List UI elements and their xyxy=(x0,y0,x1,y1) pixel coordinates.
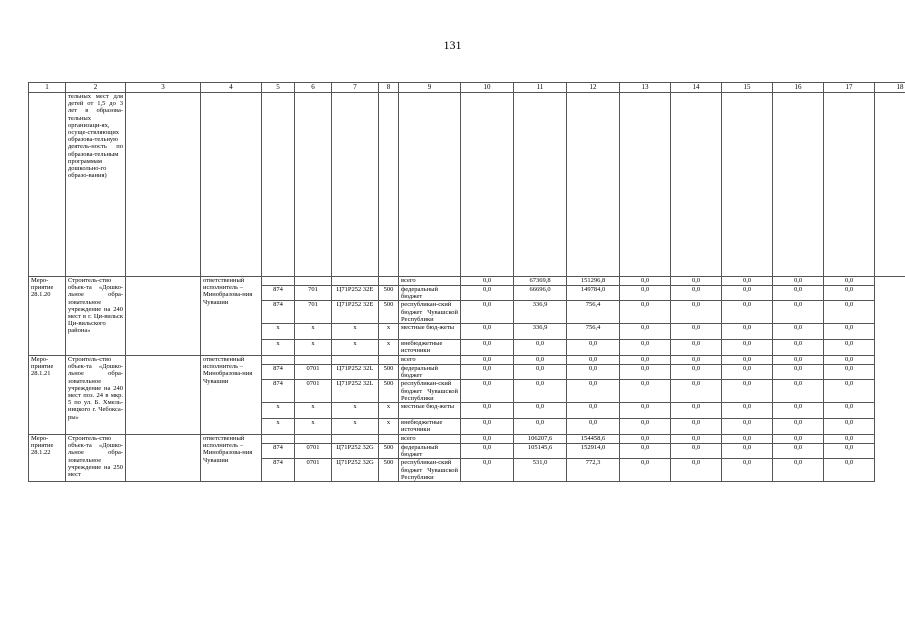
column-header: 12 xyxy=(567,83,620,93)
amount-value: 0,0 xyxy=(461,380,514,403)
section-code xyxy=(295,277,332,286)
funding-source: всего xyxy=(399,356,461,365)
amount-value: 0,0 xyxy=(567,356,620,365)
grbs-code xyxy=(262,435,295,444)
amount-value: 0,0 xyxy=(722,356,773,365)
amount-value: 0,0 xyxy=(722,340,773,356)
table-row xyxy=(29,356,905,365)
amount-value: 0,0 xyxy=(461,301,514,324)
target-article-code: Ц71Р252 32G xyxy=(332,459,379,482)
amount-value: 106207,6 xyxy=(514,435,567,444)
funding-source: республикан-ский бюджет Чувашской Республики xyxy=(399,301,461,324)
amount-value: 756,4 xyxy=(567,301,620,324)
amount-value: 0,0 xyxy=(567,365,620,380)
amount-value: 0,0 xyxy=(671,403,722,419)
amount-value: 756,4 xyxy=(567,324,620,340)
grbs-code: x xyxy=(262,403,295,419)
amount-value: 0,0 xyxy=(773,435,824,444)
expense-type-code: x xyxy=(379,340,399,356)
amount-value: 0,0 xyxy=(824,301,875,324)
amount-value: 0,0 xyxy=(461,419,514,435)
column-header: 11 xyxy=(514,83,567,93)
amount-value: 772,3 xyxy=(567,459,620,482)
grbs-code xyxy=(262,356,295,365)
grbs-code: x xyxy=(262,324,295,340)
amount-value: 0,0 xyxy=(722,419,773,435)
funding-source: всего xyxy=(399,277,461,286)
amount-value: 0,0 xyxy=(461,277,514,286)
target-article-code: x xyxy=(332,419,379,435)
amount-value: 0,0 xyxy=(671,356,722,365)
table-row xyxy=(29,277,905,286)
grbs-code: 874 xyxy=(262,459,295,482)
amount-value: 67369,8 xyxy=(514,277,567,286)
continuation-text: тельных мест для детей от 1,5 до 3 лет в образова-тельных организаци-ях, осуще-ствляющих образова-тельную деятель-ность по образова-тельным программам дошкольно-го образо-вания) xyxy=(66,93,126,277)
amount-value: 0,0 xyxy=(824,403,875,419)
funding-source: федеральный бюджет xyxy=(399,444,461,459)
expense-type-code: 500 xyxy=(379,365,399,380)
amount-value: 0,0 xyxy=(461,444,514,459)
target-article-code: Ц71Р252 32Е xyxy=(332,301,379,324)
funding-source: республикан-ский бюджет Чувашской Республики xyxy=(399,459,461,482)
measure-code: Меро-приятие 28.1.20 xyxy=(29,277,66,356)
amount-value: 0,0 xyxy=(620,403,671,419)
executor: ответственный исполнитель – Минобразова-ния Чувашии xyxy=(201,356,262,435)
funding-source: местные бюд-жеты xyxy=(399,403,461,419)
amount-value: 0,0 xyxy=(773,459,824,482)
amount-value: 0,0 xyxy=(620,435,671,444)
funding-source: всего xyxy=(399,435,461,444)
amount-value: 336,9 xyxy=(514,324,567,340)
expense-type-code xyxy=(379,277,399,286)
amount-value: 0,0 xyxy=(461,403,514,419)
amount-value: 0,0 xyxy=(824,286,875,301)
amount-value: 0,0 xyxy=(773,286,824,301)
target-article-code: x xyxy=(332,403,379,419)
amount-value: 0,0 xyxy=(722,286,773,301)
amount-value: 0,0 xyxy=(773,301,824,324)
amount-value: 0,0 xyxy=(722,277,773,286)
amount-value: 0,0 xyxy=(461,365,514,380)
amount-value: 152914,0 xyxy=(567,444,620,459)
section-code: x xyxy=(295,419,332,435)
expense-type-code: 500 xyxy=(379,301,399,324)
funding-source: федеральный бюджет xyxy=(399,365,461,380)
amount-value: 0,0 xyxy=(514,356,567,365)
table-row xyxy=(29,435,905,444)
column-header: 3 xyxy=(126,83,201,93)
amount-value: 0,0 xyxy=(514,419,567,435)
amount-value: 0,0 xyxy=(722,365,773,380)
column-header: 7 xyxy=(332,83,379,93)
amount-value: 0,0 xyxy=(671,301,722,324)
column-header: 14 xyxy=(671,83,722,93)
grbs-code: 874 xyxy=(262,286,295,301)
amount-value: 0,0 xyxy=(514,365,567,380)
expense-type-code: 500 xyxy=(379,286,399,301)
amount-value: 149784,0 xyxy=(567,286,620,301)
amount-value: 0,0 xyxy=(567,340,620,356)
column-header: 13 xyxy=(620,83,671,93)
expense-type-code: x xyxy=(379,324,399,340)
amount-value: 0,0 xyxy=(824,380,875,403)
grbs-code: x xyxy=(262,340,295,356)
column-header: 10 xyxy=(461,83,514,93)
amount-value: 0,0 xyxy=(620,365,671,380)
section-code: x xyxy=(295,340,332,356)
amount-value: 0,0 xyxy=(722,380,773,403)
amount-value: 0,0 xyxy=(671,380,722,403)
amount-value: 0,0 xyxy=(722,444,773,459)
funding-source: внебюджетные источники xyxy=(399,419,461,435)
amount-value: 0,0 xyxy=(567,419,620,435)
target-article-code: Ц71Р252 32L xyxy=(332,365,379,380)
amount-value: 0,0 xyxy=(620,340,671,356)
empty-cell xyxy=(126,356,201,435)
amount-value: 0,0 xyxy=(671,444,722,459)
target-article-code xyxy=(332,277,379,286)
section-code: x xyxy=(295,403,332,419)
amount-value: 0,0 xyxy=(567,380,620,403)
measure-name: Строитель-ство объек-та «Дошко-льное обра-зовательное учреждение на 250 мест xyxy=(66,435,126,482)
section-code xyxy=(295,356,332,365)
amount-value: 0,0 xyxy=(461,435,514,444)
amount-value: 0,0 xyxy=(671,419,722,435)
amount-value: 0,0 xyxy=(620,459,671,482)
amount-value: 0,0 xyxy=(773,365,824,380)
target-article-code: x xyxy=(332,340,379,356)
amount-value: 0,0 xyxy=(824,324,875,340)
target-article-code: Ц71Р252 32L xyxy=(332,380,379,403)
amount-value: 0,0 xyxy=(722,459,773,482)
grbs-code: 874 xyxy=(262,301,295,324)
target-article-code: Ц71Р252 32Е xyxy=(332,286,379,301)
amount-value: 0,0 xyxy=(671,340,722,356)
amount-value: 0,0 xyxy=(620,324,671,340)
amount-value: 336,9 xyxy=(514,301,567,324)
column-header: 17 xyxy=(824,83,875,93)
amount-value: 151296,8 xyxy=(567,277,620,286)
amount-value: 0,0 xyxy=(620,286,671,301)
expense-type-code: x xyxy=(379,419,399,435)
section-code: 0701 xyxy=(295,444,332,459)
column-header: 6 xyxy=(295,83,332,93)
funding-source: федеральный бюджет xyxy=(399,286,461,301)
amount-value: 0,0 xyxy=(824,419,875,435)
table-header-row xyxy=(29,83,905,93)
funding-source: местные бюд-жеты xyxy=(399,324,461,340)
amount-value: 0,0 xyxy=(461,356,514,365)
amount-value: 0,0 xyxy=(461,286,514,301)
target-article-code xyxy=(332,356,379,365)
measure-name: Строитель-ство объек-та «Дошко-льное обра-зовательное учреждение на 240 мест поз. 24 в мкр. 5 по ул. Б. Хмель-ницкого г. Чебокса-ры» xyxy=(66,356,126,435)
grbs-code: x xyxy=(262,419,295,435)
expense-type-code xyxy=(379,356,399,365)
expense-type-code: x xyxy=(379,403,399,419)
section-code: x xyxy=(295,324,332,340)
section-code xyxy=(295,435,332,444)
column-header: 16 xyxy=(773,83,824,93)
amount-value: 0,0 xyxy=(567,403,620,419)
grbs-code: 874 xyxy=(262,380,295,403)
amount-value: 0,0 xyxy=(620,444,671,459)
column-header: 5 xyxy=(262,83,295,93)
amount-value: 0,0 xyxy=(722,403,773,419)
amount-value: 0,0 xyxy=(824,340,875,356)
section-code: 0701 xyxy=(295,365,332,380)
amount-value: 0,0 xyxy=(671,435,722,444)
section-code: 701 xyxy=(295,301,332,324)
executor: ответственный исполнитель – Минобразова-ния Чувашии xyxy=(201,277,262,356)
target-article-code: Ц71Р252 32G xyxy=(332,444,379,459)
grbs-code: 874 xyxy=(262,444,295,459)
amount-value: 0,0 xyxy=(773,444,824,459)
amount-value: 0,0 xyxy=(671,459,722,482)
amount-value: 0,0 xyxy=(722,435,773,444)
amount-value: 0,0 xyxy=(824,365,875,380)
measure-code: Меро-приятие 28.1.22 xyxy=(29,435,66,482)
amount-value: 0,0 xyxy=(773,324,824,340)
amount-value: 0,0 xyxy=(620,419,671,435)
amount-value: 0,0 xyxy=(671,286,722,301)
section-code: 0701 xyxy=(295,459,332,482)
column-header: 2 xyxy=(66,83,126,93)
amount-value: 0,0 xyxy=(824,459,875,482)
target-article-code xyxy=(332,435,379,444)
amount-value: 0,0 xyxy=(773,380,824,403)
amount-value: 0,0 xyxy=(620,380,671,403)
continuation-row xyxy=(29,93,905,277)
amount-value: 0,0 xyxy=(722,324,773,340)
amount-value: 0,0 xyxy=(461,340,514,356)
budget-table xyxy=(28,82,905,482)
amount-value: 0,0 xyxy=(773,356,824,365)
amount-value: 66696,0 xyxy=(514,286,567,301)
amount-value: 0,0 xyxy=(773,277,824,286)
column-header: 1 xyxy=(29,83,66,93)
expense-type-code: 500 xyxy=(379,444,399,459)
amount-value: 0,0 xyxy=(824,356,875,365)
section-code: 701 xyxy=(295,286,332,301)
page-number: 131 xyxy=(443,38,462,52)
empty-cell xyxy=(126,277,201,356)
amount-value: 105145,6 xyxy=(514,444,567,459)
column-header: 8 xyxy=(379,83,399,93)
amount-value: 0,0 xyxy=(620,356,671,365)
amount-value: 0,0 xyxy=(461,324,514,340)
column-header: 4 xyxy=(201,83,262,93)
funding-source: внебюджетные источники xyxy=(399,340,461,356)
amount-value: 531,0 xyxy=(514,459,567,482)
empty-cell xyxy=(126,435,201,482)
amount-value: 0,0 xyxy=(514,380,567,403)
amount-value: 0,0 xyxy=(773,419,824,435)
section-code: 0701 xyxy=(295,380,332,403)
target-article-code: x xyxy=(332,324,379,340)
amount-value: 0,0 xyxy=(722,301,773,324)
amount-value: 0,0 xyxy=(824,435,875,444)
amount-value: 0,0 xyxy=(671,324,722,340)
amount-value: 0,0 xyxy=(514,403,567,419)
amount-value: 0,0 xyxy=(824,444,875,459)
column-header: 18 xyxy=(875,83,905,93)
amount-value: 0,0 xyxy=(773,340,824,356)
column-header: 15 xyxy=(722,83,773,93)
amount-value: 0,0 xyxy=(514,340,567,356)
executor: ответственный исполнитель – Минобразова-ния Чувашии xyxy=(201,435,262,482)
column-header: 9 xyxy=(399,83,461,93)
amount-value: 0,0 xyxy=(620,301,671,324)
amount-value: 0,0 xyxy=(773,403,824,419)
amount-value: 0,0 xyxy=(461,459,514,482)
grbs-code: 874 xyxy=(262,365,295,380)
amount-value: 0,0 xyxy=(671,277,722,286)
expense-type-code xyxy=(379,435,399,444)
measure-code: Меро-приятие 28.1.21 xyxy=(29,356,66,435)
funding-source: республикан-ский бюджет Чувашской Республики xyxy=(399,380,461,403)
amount-value: 0,0 xyxy=(620,277,671,286)
measure-name: Строитель-ство объек-та «Дошко-льное обра-зовательное учреждение на 240 мест в г. Ци-вильск Ци-вильского района» xyxy=(66,277,126,356)
expense-type-code: 500 xyxy=(379,459,399,482)
expense-type-code: 500 xyxy=(379,380,399,403)
amount-value: 0,0 xyxy=(824,277,875,286)
amount-value: 0,0 xyxy=(671,365,722,380)
grbs-code xyxy=(262,277,295,286)
amount-value: 154458,6 xyxy=(567,435,620,444)
